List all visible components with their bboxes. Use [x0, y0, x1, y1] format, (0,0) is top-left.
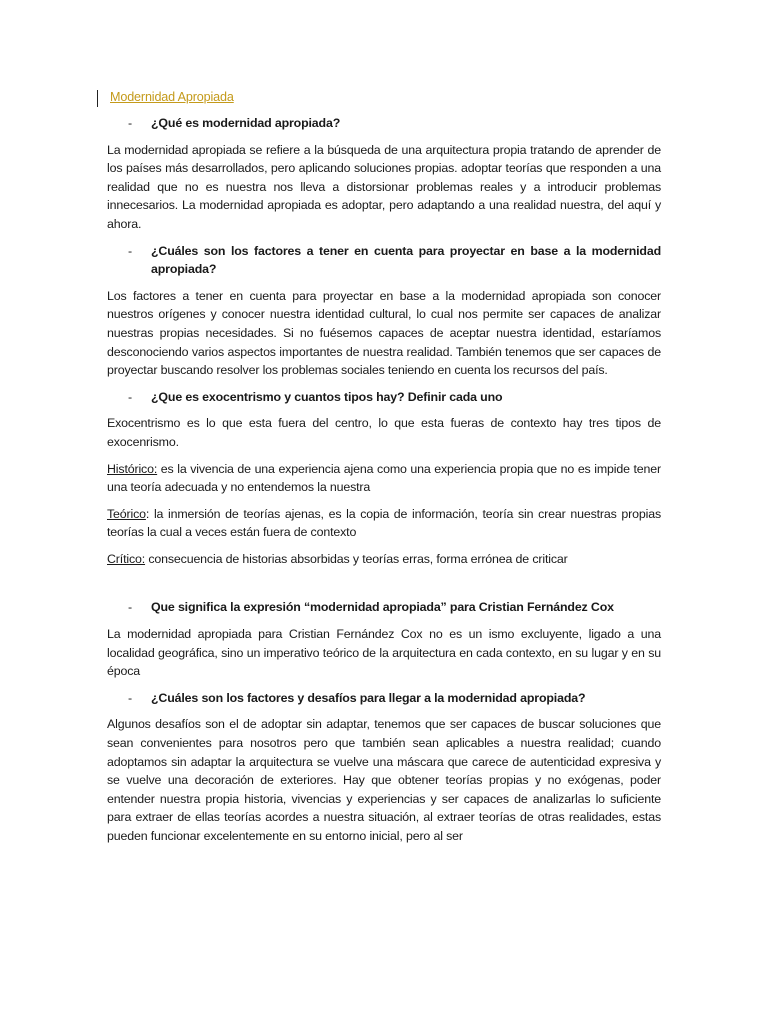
- bullet-dash: -: [128, 600, 132, 615]
- definition-teorico-text: : la inmersión de teorías ajenas, es la copia de información, teoría sin crear nuestras propias teorías la cual a veces están fuera de contexto: [107, 506, 661, 540]
- bullet-dash: -: [128, 389, 132, 404]
- question-1-text: ¿Qué es modernidad apropiada?: [151, 116, 341, 130]
- definition-historico-text: es la vivencia de una experiencia ajena como una experiencia propia que no es impide tener una teoría adecuada y no entendemos la nuestra: [107, 461, 661, 495]
- question-3: [107, 388, 661, 407]
- blank-line: [107, 576, 661, 598]
- question-2: [107, 242, 661, 279]
- definition-critico: [107, 550, 661, 569]
- question-3-text: ¿Que es exocentrismo y cuantos tipos hay? Definir cada uno: [151, 389, 503, 404]
- answer-4: La modernidad apropiada para Cristian Fernández Cox no es un ismo excluyente, ligado a una localidad geográfica, sino un imperativo teórico de la arquitectura en cada contexto, en su lugar y en su época: [107, 627, 661, 679]
- term-historico: Histórico:: [107, 461, 158, 476]
- question-4-text: Que significa la expresión “modernidad apropiada” para Cristian Fernández Cox: [151, 600, 614, 615]
- text-cursor: [97, 90, 98, 107]
- bullet-dash: -: [128, 116, 132, 130]
- question-4: [107, 598, 661, 617]
- answer-1: La modernidad apropiada se refiere a la búsqueda de una arquitectura propia tratando de aprender de los países más desarrollados, pero aplicando soluciones propias. adoptar teorías que responden a una realidad que no es nuestra nos lleva a distorsionar problemas reales y a introducir problemas innecesarios. La modernidad apropiada es adoptar, pero adaptando a una realidad nuestra, del aquí y ahora.: [107, 142, 661, 231]
- answer-3: Exocentrismo es lo que esta fuera del centro, lo que esta fueras de contexto hay tres tipos de exocenrismo.: [107, 416, 661, 449]
- answer-5: Algunos desafíos son el de adoptar sin adaptar, tenemos que ser capaces de buscar soluciones que sean convenientes para nosotros pero que también sean aplicables a nuestra realidad; cuando adoptamos sin adaptar la arquitectura se vuelve una máscara que carece de autenticidad expresiva y se vuelve una decoración de exteriores. Hay que obtener teorías propias y no exógenas, poder entender nuestra propia historia, vivencias y experiencias y ser capaces de analizarlas lo suficiente para extraer de ellas teorías acordes a nuestra situación, al extraer teorías de otras realidades, estas pueden funcionar excelentemente en su entorno inicial, pero al ser: [107, 717, 661, 843]
- definition-historico: [107, 460, 661, 497]
- answer-2: Los factores a tener en cuenta para proyectar en base a la modernidad apropiada son conocer nuestros orígenes y conocer nuestra identidad cultural, lo cual nos permite ser capaces de analizar nuestras propias necesidades. Si no fuésemos capaces de aceptar nuestra identidad, estaríamos desconociendo varios aspectos importantes de nuestra realidad. También tenemos que ser capaces de proyectar buscando resolver los problemas sociales teniendo en cuenta los recursos del país.: [107, 288, 661, 378]
- definition-teorico: [107, 505, 661, 542]
- question-5: [107, 689, 661, 708]
- term-teorico: Teórico: [107, 506, 146, 521]
- bullet-dash: -: [128, 243, 132, 258]
- document-page: [107, 88, 661, 854]
- document-title: Modernidad Apropiada: [110, 90, 234, 104]
- term-critico: Crítico:: [107, 551, 146, 566]
- bullet-dash: -: [128, 690, 132, 705]
- definition-critico-text: consecuencia de historias absorbidas y teorías erras, forma errónea de criticar: [145, 551, 568, 566]
- question-5-text: ¿Cuáles son los factores y desafíos para llegar a la modernidad apropiada?: [151, 690, 586, 705]
- question-1: [107, 114, 661, 133]
- question-2-text: ¿Cuáles son los factores a tener en cuenta para proyectar en base a la modernidad apropiada?: [151, 243, 661, 277]
